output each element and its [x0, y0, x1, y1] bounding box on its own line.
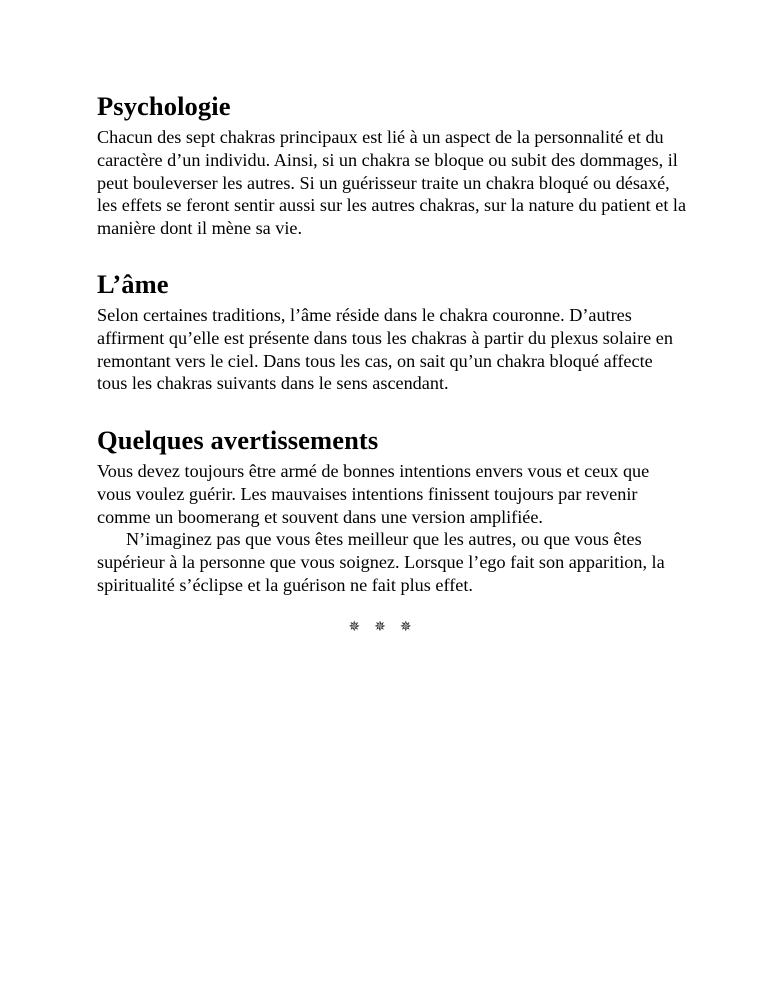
- section-psychologie: [97, 88, 687, 240]
- asterism-star-icon: ✵: [374, 619, 398, 635]
- section-heading: L’âme: [97, 269, 169, 299]
- section-heading: Psychologie: [97, 91, 231, 121]
- asterism-star-icon: ✵: [399, 619, 424, 635]
- section-ame: [97, 266, 687, 395]
- body-paragraph: Selon certaines traditions, l’âme réside dans le chakra couronne. D’autres affirment qu’elle est présente dans tous les chakras à partir du plexus solaire en remontant vers le ciel. Dans tous les cas, on sait qu’un chakra bloqué affecte tous les chakras suivants dans le sens ascendant.: [97, 305, 673, 394]
- body-paragraph: Vous devez toujours être armé de bonnes intentions envers vous et ceux que vous voulez guérir. Les mauvaises intentions finissent toujours par revenir comme un boomerang et souvent dans une version amplifiée.: [97, 461, 650, 527]
- section-avertissements: [97, 422, 687, 597]
- section-heading: Quelques avertissements: [97, 425, 379, 455]
- body-paragraph: N’imaginez pas que vous êtes meilleur que les autres, ou que vous êtes supérieur à la personne que vous soignez. Lorsque l’ego fait son apparition, la spiritualité s’éclipse et la guérison ne fait plus effet.: [97, 529, 665, 595]
- body-paragraph: Chacun des sept chakras principaux est lié à un aspect de la personnalité et du caractère d’un individu. Ainsi, si un chakra se bloque ou subit des dommages, il peut bouleverser les autres. Si un guérisseur traite un chakra bloqué ou désaxé, les effets se feront sentir aussi sur les autres chakras, sur la nature du patient et la manière dont il mène sa vie.: [97, 127, 687, 239]
- asterism-star-icon: ✵: [348, 619, 373, 635]
- section-break-ornament: [97, 619, 675, 635]
